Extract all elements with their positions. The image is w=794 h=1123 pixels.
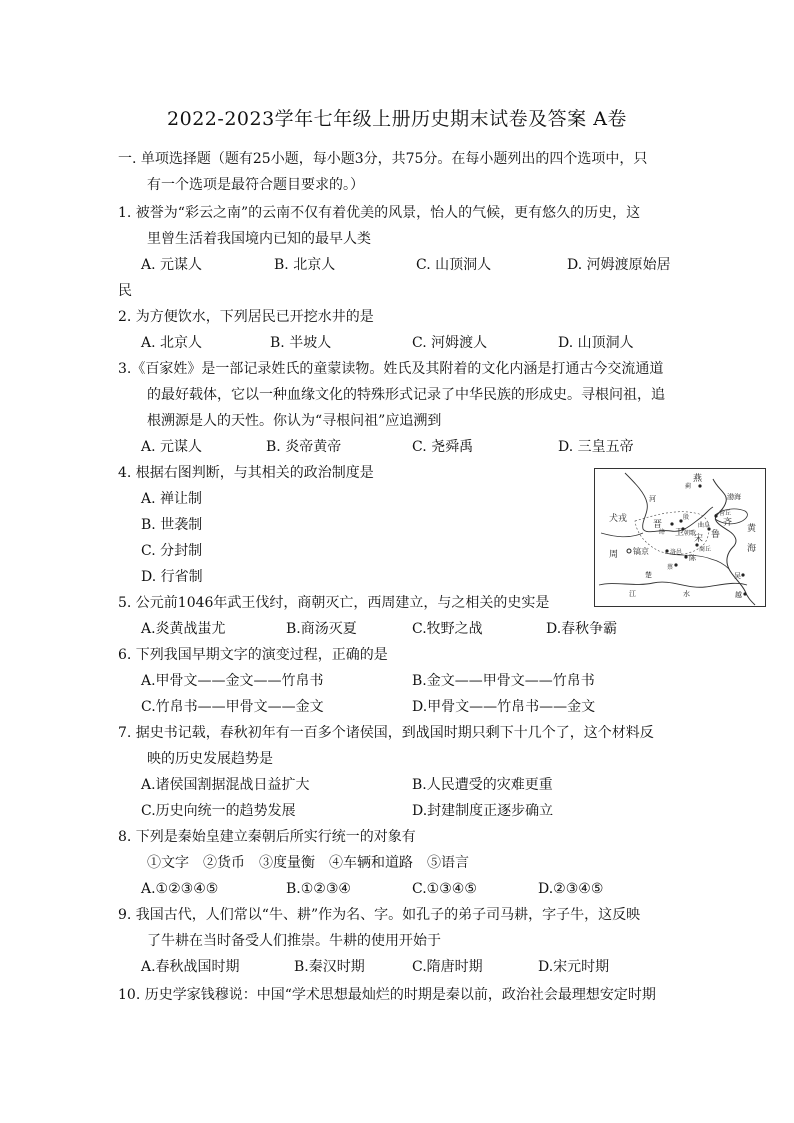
map-label-chu: 楚 [645,571,652,579]
city-dot-luoyi [665,549,668,552]
map-label-haojing: 镐京 [633,547,649,556]
q5-option-c[interactable]: C.牧野之战 [412,621,483,637]
q3-option-d[interactable]: D. 三皇五帝 [558,439,634,455]
q6-option-a[interactable]: A.甲骨文——金文——竹帛书 [141,673,324,689]
section-heading-cont: 有一个选项是最符合题目要求的。） [147,177,364,193]
map-label-wu: 吴 [734,572,741,580]
q4-option-c[interactable]: C. 分封制 [141,543,203,559]
question-7-text-cont: 映的历史发展趋势是 [147,751,273,767]
page-title: 2022-2023学年七年级上册历史期末试卷及答案 A卷 [167,108,627,130]
question-6-text: 6. 下列我国早期文字的演变过程，正确的是 [118,647,388,663]
map-label-bohai: 渤海 [727,493,741,501]
question-8-text: 8. 下列是秦始皇建立秦朝后所实行统一的对象有 [118,829,416,845]
q9-option-a[interactable]: A.春秋战国时期 [141,959,240,975]
q3-option-c[interactable]: C. 尧舜禹 [412,439,474,455]
q8-option-c[interactable]: C.①③④⑤ [412,881,477,897]
map-label-yue: 越 [735,591,742,599]
q6-option-c[interactable]: C.竹帛书——甲骨文——金文 [141,699,324,715]
section-heading: 一. 单项选择题（题有25小题，每小题3分，共75分。在每小题列出的四个选项中，只 [118,151,648,167]
q1-option-b[interactable]: B. 北京人 [274,257,336,273]
question-9-text-cont: 了牛耕在当时备受人们推崇。牛耕的使用开始于 [147,933,441,949]
q2-option-d[interactable]: D. 山顶洞人 [558,335,634,351]
map-label-shangqiu: 商丘 [699,546,712,553]
q1-option-d-wrap: 民 [118,283,132,299]
question-8-items: ①文字 ②货币 ③度量衡 ④车辆和道路 ⑤语言 [147,855,469,871]
map-label-song: 宋 [694,534,704,544]
q6-option-b[interactable]: B.金文——甲骨文——竹帛书 [412,673,595,689]
q3-option-b[interactable]: B. 炎帝黄帝 [266,439,342,455]
question-2-text: 2. 为方便饮水，下列居民已开挖水井的是 [118,309,374,325]
question-3-text-cont1: 的最好载体，它以一种血缘文化的特殊形式记录了中华民族的形成史。寻根问祖，追 [147,387,665,403]
city-dot-jiang [670,522,673,525]
map-label-chen: 陈 [689,554,696,562]
q8-option-d[interactable]: D.②③④⑤ [538,881,604,897]
q1-option-c[interactable]: C. 山顶洞人 [416,257,492,273]
q9-option-d[interactable]: D.宋元时期 [538,959,610,975]
map-label-qi: 齐 [723,518,733,528]
q1-option-a[interactable]: A. 元谋人 [141,257,203,273]
city-dot-cai [674,563,677,566]
q5-option-a[interactable]: A.炎黄战蚩尤 [141,621,226,637]
q2-option-b[interactable]: B. 半坡人 [270,335,332,351]
map-graphic [595,469,765,606]
q2-option-c[interactable]: C. 河姆渡人 [412,335,488,351]
q7-option-c[interactable]: C.历史向统一的趋势发展 [141,803,296,819]
q7-option-b[interactable]: B.人民遭受的灾难更重 [412,777,553,793]
q8-option-a[interactable]: A.①②③④⑤ [141,881,219,897]
q7-option-a[interactable]: A.诸侯国割据混战日益扩大 [141,777,310,793]
question-9-text: 9. 我国古代，人们常以“牛、耕”作为名、字。如孔子的弟子司马耕，字子牛，这反映 [118,907,641,923]
map-label-yingqiu: 营丘 [719,510,732,517]
q5-option-d[interactable]: D.春秋争霸 [546,621,618,637]
city-dot-ji [698,484,701,487]
map-label-shui: 水 [683,590,690,598]
question-7-text: 7. 据史书记载，春秋初年有一百多个诸侯国，到战国时期只剩下十几个了，这个材料反 [118,725,654,741]
map-label-yan: 燕 [693,474,703,484]
q4-option-a[interactable]: A. 禅让制 [141,491,203,507]
map-label-he: 河 [649,495,656,503]
q3-option-a[interactable]: A. 元谋人 [141,439,203,455]
map-label-qufu: 曲阜 [698,522,711,529]
question-5-text: 5. 公元前1046年武王伐纣，商朝灭亡，西周建立，与之相关的史实是 [118,595,550,611]
map-label-quanrong: 犬戎 [609,514,628,524]
map-label-jiang: 绛 [659,529,666,536]
q9-option-b[interactable]: B.秦汉时期 [294,959,365,975]
question-1-text: 1. 被誉为“彩云之南”的云南不仅有着优美的风景，怡人的气候，更有悠久的历史，这 [118,205,641,221]
q4-option-b[interactable]: B. 世袭制 [141,517,203,533]
city-dot-yingqiu [714,514,717,517]
map-label-wei: 卫 [675,528,685,538]
map-label-huang: 黄 [747,524,757,534]
q7-option-d[interactable]: D.封建制度正逐步确立 [412,803,554,819]
q8-option-b[interactable]: B.①②③④ [286,881,351,897]
city-dot-chen [684,555,687,558]
question-10-text: 10. 历史学家钱穆说：中国“学术思想最灿烂的时期是秦以前，政治社会最理想安定时期 [118,987,656,1003]
map-label-luoyi: 洛邑 [670,549,683,556]
question-1-text-cont: 里曾生活着我国境内已知的最早人类 [147,231,371,247]
map-label-jiang-river: 江 [629,590,636,598]
q6-option-d[interactable]: D.甲骨文——竹帛书——金文 [412,699,596,715]
map-label-zhou: 周 [609,550,619,560]
question-3-text: 3.《百家姓》是一部记录姓氏的童蒙读物。姓氏及其附着的文化内涵是打通古今交流通道 [118,361,664,377]
question-4-text: 4. 根据右图判断，与其相关的政治制度是 [118,465,374,481]
map-label-yin: 殷 [683,514,690,521]
map-label-zhaoge: 朝歌 [684,530,697,537]
map-label-lu: 鲁 [711,530,721,540]
map-label-ji: 蓟 [685,483,692,490]
q4-option-d[interactable]: D. 行省制 [141,569,203,585]
question-3-text-cont2: 根溯源是人的天性。你认为“寻根问祖”应追溯到 [147,413,442,429]
city-dot-wu [741,573,744,576]
q5-option-b[interactable]: B.商汤灭夏 [286,621,357,637]
q2-option-a[interactable]: A. 北京人 [141,335,203,351]
map-label-hai: 海 [747,544,757,554]
q9-option-c[interactable]: C.隋唐时期 [412,959,483,975]
q1-option-d[interactable]: D. 河姆渡原始居 [567,257,671,273]
city-dot-yue [743,592,746,595]
city-dot-haojing [627,549,631,553]
map-label-cai: 蔡 [667,564,674,571]
western-zhou-map [594,468,766,607]
map-label-jin: 晋 [653,520,663,530]
